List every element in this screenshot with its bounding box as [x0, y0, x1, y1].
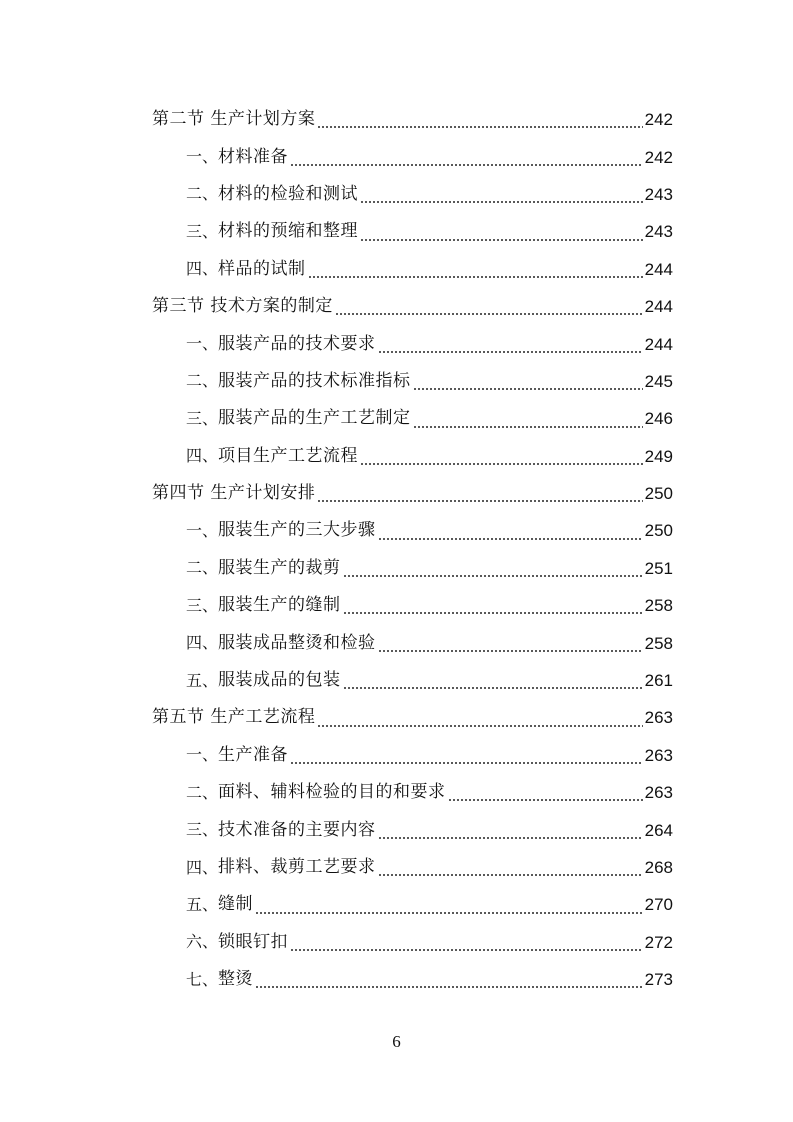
toc-entry-number: 三、: [186, 408, 219, 428]
toc-subsection-entry[interactable]: [152, 849, 673, 886]
toc-entry-page: 270: [644, 895, 673, 915]
toc-entry-number: 二、: [186, 184, 219, 204]
toc-entry-number: 五、: [186, 670, 219, 690]
toc-entry-number: 一、: [186, 147, 219, 167]
toc-entry-page: 242: [644, 147, 673, 167]
toc-entry-title: 服装成品整烫和检验: [218, 632, 376, 653]
toc-subsection-entry[interactable]: [152, 176, 673, 213]
toc-entry-number: 三、: [186, 595, 219, 615]
toc-entry-title: 服装产品的技术要求: [218, 333, 376, 354]
toc-subsection-entry[interactable]: [152, 325, 673, 362]
toc-entry-page: 258: [644, 596, 673, 616]
toc-dot-leader: [448, 799, 643, 801]
toc-entry-page: 261: [644, 671, 673, 691]
table-of-contents: [152, 101, 673, 998]
toc-entry-title: 材料的检验和测试: [218, 183, 359, 204]
toc-entry-title: 排料、裁剪工艺要求: [218, 857, 376, 877]
toc-entry-title: 缝制: [218, 894, 254, 915]
toc-entry-page: 273: [644, 970, 673, 990]
toc-entry-number: 二、: [186, 558, 219, 578]
toc-subsection-entry[interactable]: [152, 138, 673, 175]
toc-entry-number: 七、: [186, 969, 219, 989]
toc-entry-number: 二、: [186, 371, 219, 391]
toc-subsection-entry[interactable]: [152, 737, 673, 774]
toc-dot-leader: [378, 351, 643, 353]
toc-entry-title: 项目生产工艺流程: [218, 445, 359, 466]
toc-dot-leader: [317, 126, 642, 128]
toc-subsection-entry[interactable]: [152, 886, 673, 923]
toc-dot-leader: [255, 986, 643, 988]
toc-entry-page: 272: [644, 932, 673, 952]
toc-subsection-entry[interactable]: [152, 624, 673, 661]
toc-entry-page: 250: [644, 521, 673, 541]
toc-dot-leader: [317, 725, 642, 727]
toc-entry-number: 一、: [186, 334, 219, 354]
toc-entry-page: 264: [644, 820, 673, 840]
toc-dot-leader: [378, 837, 643, 839]
toc-entry-number: 四、: [186, 857, 219, 877]
toc-entry-number: 五、: [186, 894, 219, 914]
toc-dot-leader: [360, 239, 643, 241]
toc-entry-title: 技术准备的主要内容: [218, 819, 376, 840]
toc-subsection-entry[interactable]: [152, 924, 673, 961]
toc-entry-title: 第二节 生产计划方案: [152, 109, 316, 130]
toc-subsection-entry[interactable]: [152, 512, 673, 549]
toc-entry-page: 243: [644, 222, 673, 242]
toc-entry-number: 三、: [186, 221, 219, 241]
toc-entry-page: 251: [644, 558, 673, 578]
toc-entry-number: 一、: [186, 520, 219, 540]
toc-entry-page: 243: [644, 184, 673, 204]
toc-entry-page: 244: [644, 297, 673, 317]
toc-entry-title: 服装生产的三大步骤: [218, 520, 376, 541]
toc-entry-title: 锁眼钉扣: [218, 931, 289, 952]
toc-subsection-entry[interactable]: [152, 961, 673, 998]
toc-dot-leader: [343, 612, 643, 614]
toc-dot-leader: [413, 426, 643, 428]
toc-dot-leader: [413, 388, 643, 390]
toc-section-entry[interactable]: [152, 101, 673, 138]
toc-entry-title: 服装生产的裁剪: [218, 557, 341, 578]
toc-subsection-entry[interactable]: [152, 550, 673, 587]
toc-entry-number: 二、: [186, 782, 219, 802]
toc-entry-title: 服装成品的包装: [218, 670, 341, 691]
toc-dot-leader: [343, 687, 643, 689]
toc-subsection-entry[interactable]: [152, 811, 673, 848]
toc-dot-leader: [378, 874, 643, 876]
toc-section-entry[interactable]: [152, 699, 673, 736]
toc-entry-page: 244: [644, 259, 673, 279]
toc-subsection-entry[interactable]: [152, 587, 673, 624]
toc-entry-number: 三、: [186, 820, 219, 840]
toc-entry-number: 一、: [186, 745, 219, 765]
toc-dot-leader: [255, 912, 643, 914]
toc-entry-number: 四、: [186, 446, 219, 466]
toc-dot-leader: [335, 313, 643, 315]
page-number: 6: [392, 1032, 401, 1051]
toc-entry-number: 四、: [186, 633, 219, 653]
toc-dot-leader: [378, 650, 643, 652]
toc-entry-page: 258: [644, 633, 673, 653]
toc-entry-title: 服装产品的技术标准指标: [218, 370, 411, 391]
toc-entry-page: 244: [644, 334, 673, 354]
toc-dot-leader: [343, 575, 643, 577]
toc-dot-leader: [308, 276, 643, 278]
toc-dot-leader: [290, 164, 643, 166]
toc-entry-number: 六、: [186, 932, 219, 952]
toc-entry-page: 249: [644, 446, 673, 466]
toc-entry-title: 材料准备: [218, 146, 289, 167]
toc-dot-leader: [317, 500, 642, 502]
toc-subsection-entry[interactable]: [152, 213, 673, 250]
toc-entry-page: 268: [644, 858, 673, 877]
toc-entry-number: 四、: [186, 259, 219, 279]
toc-entry-page: 246: [644, 409, 673, 429]
toc-subsection-entry[interactable]: [152, 662, 673, 699]
toc-entry-title: 生产准备: [218, 744, 289, 765]
toc-dot-leader: [290, 762, 643, 764]
toc-entry-page: 263: [644, 708, 673, 728]
toc-subsection-entry[interactable]: [152, 251, 673, 288]
toc-dot-leader: [360, 201, 643, 203]
toc-entry-title: 第五节 生产工艺流程: [152, 707, 316, 728]
toc-entry-page: 245: [644, 371, 673, 391]
toc-entry-page: 263: [644, 783, 673, 803]
toc-section-entry[interactable]: [152, 288, 673, 325]
toc-dot-leader: [378, 538, 643, 540]
toc-entry-title: 服装产品的生产工艺制定: [218, 408, 411, 429]
toc-subsection-entry[interactable]: [152, 774, 673, 811]
toc-entry-title: 样品的试制: [218, 258, 306, 279]
toc-subsection-entry[interactable]: [152, 363, 673, 400]
toc-entry-page: 250: [644, 484, 673, 504]
toc-entry-title: 面料、辅料检验的目的和要求: [218, 782, 446, 803]
toc-entry-title: 第三节 技术方案的制定: [152, 296, 333, 317]
toc-dot-leader: [290, 949, 643, 951]
toc-entry-title: 服装生产的缝制: [218, 595, 341, 616]
toc-entry-title: 第四节 生产计划安排: [152, 483, 316, 504]
toc-entry-title: 整烫: [218, 969, 254, 990]
toc-subsection-entry[interactable]: [152, 400, 673, 437]
toc-subsection-entry[interactable]: [152, 438, 673, 475]
toc-entry-page: 263: [644, 745, 673, 765]
toc-dot-leader: [360, 463, 643, 465]
toc-entry-page: 242: [644, 110, 673, 130]
toc-entry-title: 材料的预缩和整理: [218, 221, 359, 242]
toc-section-entry[interactable]: [152, 475, 673, 512]
